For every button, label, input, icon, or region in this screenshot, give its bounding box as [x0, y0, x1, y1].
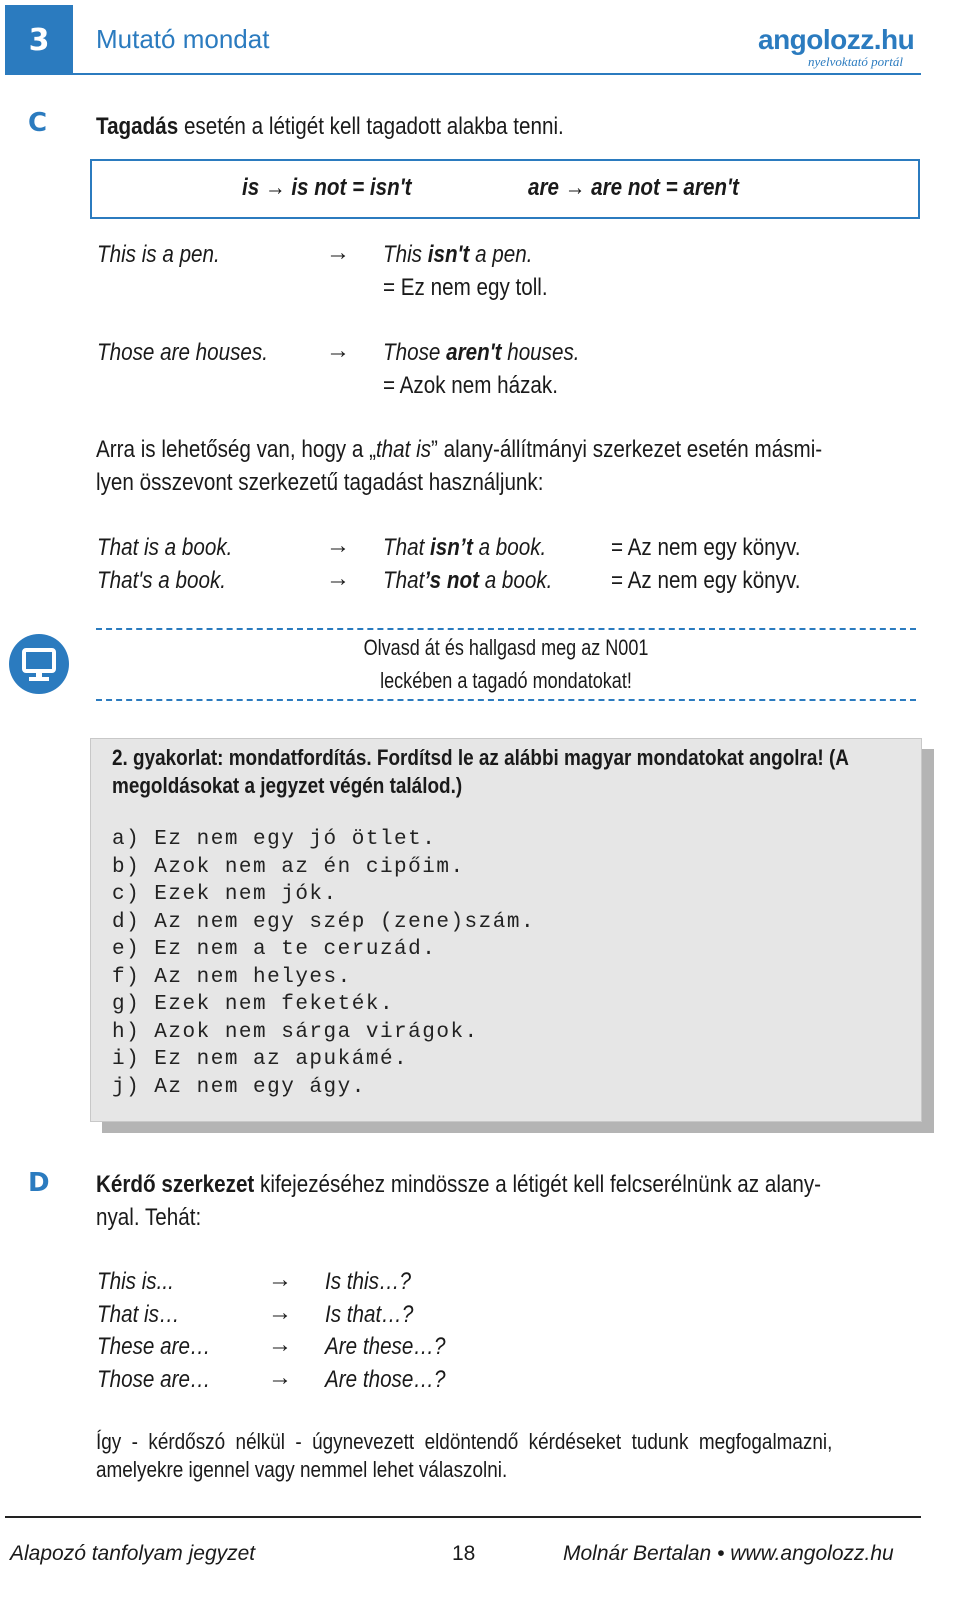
example-1-translation: = Ez nem egy toll. — [383, 274, 548, 301]
list-item: d) Az nem egy szép (zene)szám. — [112, 910, 536, 934]
footer-rule — [5, 1516, 921, 1518]
closing-line-1: Így - kérdőszó nélkül - úgynevezett eldöntendő kérdéseket tudunk megfogalmazni, — [96, 1429, 833, 1454]
monitor-icon-svg — [9, 634, 69, 694]
question-row-dst: Are those…? — [325, 1366, 446, 1393]
d-intro-bold: Kérdő szerkezet — [96, 1171, 255, 1198]
intro-rest: esetén a létigét kell tagadott alakba tenni. — [178, 113, 564, 140]
arrow: → — [326, 239, 350, 266]
para-post-1: ” alany-állítmányi szerkezet esetén másmi- — [431, 436, 823, 463]
section-c-intro — [96, 110, 564, 143]
section-letter-c: C — [28, 108, 48, 138]
exercise-list — [112, 826, 535, 1101]
rule-box — [90, 159, 920, 219]
exercise-title-line-2: megoldásokat a jegyzet végén találod.) — [112, 773, 463, 798]
question-row-src: This is... — [97, 1268, 174, 1295]
rule-is: is → is not = isn't — [242, 174, 412, 201]
brand-tagline: nyelvoktató portál — [808, 54, 903, 69]
example-4-translation: = Az nem egy könyv. — [611, 567, 801, 594]
para-italic: that is — [375, 436, 432, 463]
ex3-pre: That — [383, 534, 431, 561]
ex4-pre: That — [383, 567, 425, 594]
page-title: Mutató mondat — [96, 24, 270, 54]
question-row-dst: Are these…? — [325, 1333, 446, 1360]
arrow: → — [326, 337, 350, 364]
brand-logo: angolozz.hu — [758, 24, 915, 55]
contraction-paragraph — [96, 433, 822, 499]
example-3-source: That is a book. — [97, 534, 233, 561]
closing-paragraph — [96, 1428, 832, 1484]
arrow: → — [326, 565, 350, 592]
ex3-post: a book. — [472, 534, 547, 561]
arrow: → — [326, 532, 350, 559]
chapter-number-badge: 3 — [5, 5, 73, 75]
example-4-negated — [383, 564, 552, 597]
list-item: b) Azok nem az én cipőim. — [112, 855, 465, 879]
ex2-post: houses. — [501, 339, 580, 366]
example-1-negated — [383, 238, 532, 271]
list-item: j) Az nem egy ágy. — [112, 1075, 366, 1099]
example-3-translation: = Az nem egy könyv. — [611, 534, 801, 561]
footer-left: Alapozó tanfolyam jegyzet — [10, 1542, 256, 1565]
header-rule — [73, 73, 921, 75]
note-divider-top — [96, 628, 916, 630]
intro-bold: Tagadás — [96, 113, 179, 140]
list-item: f) Az nem helyes. — [112, 965, 352, 989]
closing-line-2: amelyekre igennel vagy nemmel lehet válaszolni. — [96, 1457, 508, 1482]
list-item: g) Ezek nem feketék. — [112, 993, 395, 1016]
list-item: c) Ezek nem jók. — [112, 883, 338, 906]
ex1-post: a pen. — [469, 241, 533, 268]
note-line-1: Olvasd át és hallgasd meg az N001 — [363, 635, 649, 660]
question-row-src: That is… — [97, 1301, 180, 1328]
example-2-negated — [383, 336, 580, 369]
exercise-title-line-1: 2. gyakorlat: mondatfordítás. Fordítsd le az alábbi magyar mondatokat angolra! (A — [112, 745, 849, 770]
note-divider-bottom — [96, 699, 916, 701]
ex2-bold: aren't — [446, 339, 502, 366]
example-4-source: That's a book. — [97, 567, 226, 594]
arrow: → — [268, 1364, 292, 1391]
d-intro-rest-2: nyal. Tehát: — [96, 1204, 202, 1231]
example-2-translation: = Azok nem házak. — [383, 372, 558, 399]
example-3-negated — [383, 531, 546, 564]
arrow: → — [268, 1331, 292, 1358]
ex4-bold: ’s not — [424, 567, 479, 594]
page-number: 18 — [452, 1542, 476, 1565]
note-line-2: leckében a tagadó mondatokat! — [380, 668, 632, 693]
footer-right: Molnár Bertalan • www.angolozz.hu — [563, 1542, 894, 1565]
arrow: → — [268, 1266, 292, 1293]
exercise-title — [112, 744, 849, 800]
arrow: → — [268, 1299, 292, 1326]
para-post-2: lyen összevont szerkezetű tagadást használjunk: — [96, 469, 544, 496]
ex1-bold: isn't — [427, 241, 470, 268]
example-1-source: This is a pen. — [97, 241, 220, 268]
rule-are: are → are not = aren't — [528, 174, 739, 201]
list-item: e) Ez nem a te ceruzád. — [112, 938, 437, 961]
question-row-dst: Is that…? — [325, 1301, 414, 1328]
example-2-source: Those are houses. — [97, 339, 268, 366]
section-d-intro — [96, 1168, 821, 1234]
ex3-bold: isn’t — [430, 534, 473, 561]
d-intro-rest-1: kifejezéséhez mindössze a létigét kell felcserélnünk az alany- — [254, 1171, 822, 1198]
list-item: i) Ez nem az apukámé. — [112, 1048, 409, 1071]
question-row-src: These are… — [97, 1333, 211, 1360]
ex4-post: a book. — [478, 567, 553, 594]
ex2-pre: Those — [383, 339, 447, 366]
monitor-icon — [9, 634, 69, 694]
list-item: h) Azok nem sárga virágok. — [112, 1020, 479, 1044]
question-row-src: Those are… — [97, 1366, 211, 1393]
para-pre: Arra is lehetőség van, hogy a „ — [96, 436, 376, 463]
list-item: a) Ez nem egy jó ötlet. — [112, 828, 437, 851]
section-letter-d: D — [28, 1168, 50, 1198]
ex1-pre: This — [383, 241, 428, 268]
question-row-dst: Is this…? — [325, 1268, 412, 1295]
